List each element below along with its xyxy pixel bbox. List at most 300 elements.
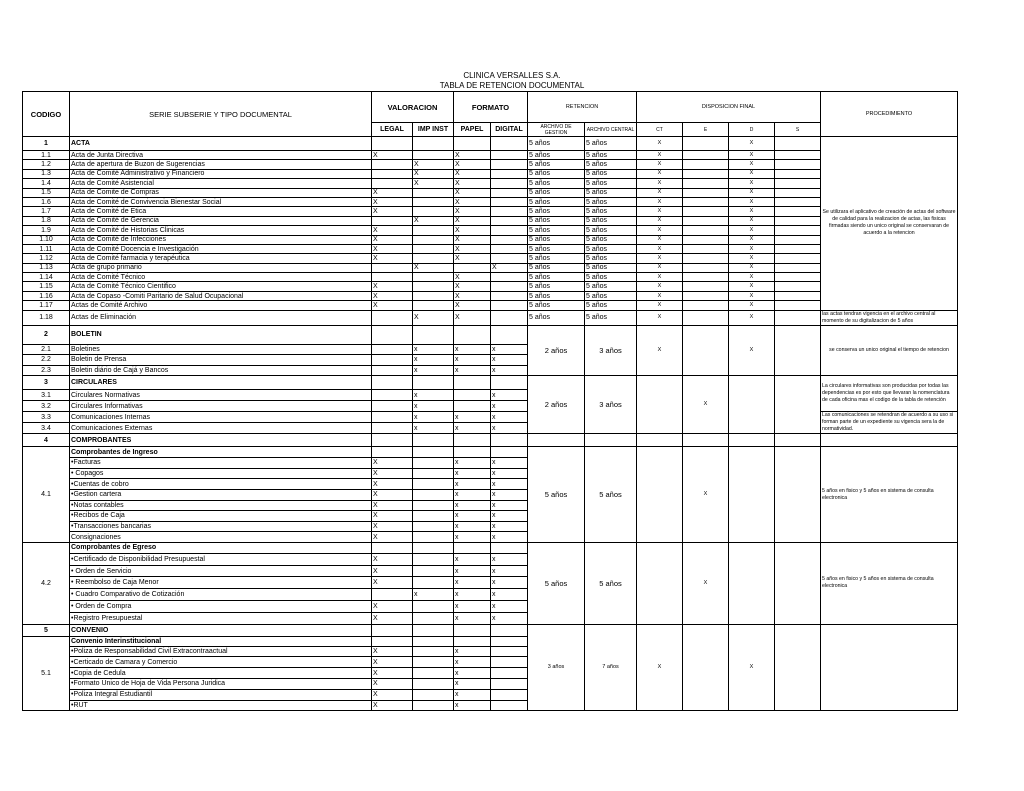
- row-code: 1.1: [23, 151, 70, 160]
- document-type: •Poliza de Responsabilidad Civil Extracontraactual: [70, 646, 372, 657]
- papel-cell: x: [454, 423, 491, 434]
- header-disposicion: DISPOSICION FINAL: [637, 92, 821, 123]
- table-row: [23, 263, 958, 272]
- digital-cell: [491, 646, 528, 657]
- digital-cell: x: [491, 468, 528, 479]
- ct-cell: X: [637, 244, 683, 253]
- document-type: •Registro Presupuestal: [70, 612, 372, 624]
- procedure-note: se conserva un unico original el tiempo de retencion: [821, 325, 958, 376]
- header-s: S: [775, 123, 821, 137]
- header-formato: FORMATO: [454, 92, 528, 123]
- row-code: 2: [23, 325, 70, 344]
- imp-inst-cell: [413, 668, 454, 679]
- e-cell: [683, 291, 729, 300]
- papel-cell: x: [454, 553, 491, 565]
- imp-inst-cell: [413, 511, 454, 522]
- papel-cell: x: [454, 468, 491, 479]
- archivo-gestion-cell: 5 años: [528, 179, 585, 188]
- header-valoracion: VALORACION: [372, 92, 454, 123]
- d-cell: X: [729, 160, 775, 169]
- document-title: TABLA DE RETENCION DOCUMENTAL: [439, 81, 585, 90]
- header-ct: CT: [637, 123, 683, 137]
- papel-cell: x: [454, 511, 491, 522]
- digital-cell: [491, 668, 528, 679]
- row-code: 1.2: [23, 160, 70, 169]
- e-cell: X: [683, 376, 729, 434]
- papel-cell: [454, 263, 491, 272]
- digital-cell: x: [491, 355, 528, 366]
- document-type: • Cuadro Comparativo de Cotización: [70, 589, 372, 601]
- legal-cell: X: [372, 577, 413, 589]
- imp-inst-cell: x: [413, 365, 454, 376]
- imp-inst-cell: [413, 577, 454, 589]
- d-cell: X: [729, 137, 775, 151]
- papel-cell: x: [454, 521, 491, 532]
- papel-cell: [454, 401, 491, 412]
- papel-cell: [454, 542, 491, 553]
- archivo-gestion-cell: 5 años: [528, 263, 585, 272]
- archivo-central-cell: 5 años: [585, 169, 637, 178]
- papel-cell: X: [454, 226, 491, 235]
- imp-inst-cell: [413, 137, 454, 151]
- imp-inst-cell: [413, 500, 454, 511]
- legal-cell: [372, 273, 413, 282]
- e-cell: [683, 179, 729, 188]
- row-code: 1.10: [23, 235, 70, 244]
- s-cell: [775, 624, 821, 711]
- digital-cell: x: [491, 344, 528, 355]
- papel-cell: x: [454, 365, 491, 376]
- d-cell: X: [729, 624, 775, 711]
- e-cell: X: [683, 447, 729, 543]
- legal-cell: X: [372, 565, 413, 577]
- legal-cell: X: [372, 668, 413, 679]
- e-cell: [683, 151, 729, 160]
- document-type: Consignaciones: [70, 532, 372, 543]
- document-type: Acta de Comité Técnico Cientifico: [70, 282, 372, 291]
- imp-inst-cell: [413, 468, 454, 479]
- digital-cell: [491, 376, 528, 390]
- imp-inst-cell: [413, 636, 454, 646]
- company-name: CLINICA VERSALLES S.A.: [463, 71, 561, 80]
- legal-cell: X: [372, 235, 413, 244]
- s-cell: [775, 216, 821, 225]
- imp-inst-cell: [413, 624, 454, 636]
- papel-cell: x: [454, 412, 491, 423]
- table-row: [23, 169, 958, 178]
- legal-cell: [372, 447, 413, 458]
- digital-cell: x: [491, 521, 528, 532]
- digital-cell: [491, 188, 528, 197]
- imp-inst-cell: [413, 489, 454, 500]
- imp-inst-cell: [413, 244, 454, 253]
- d-cell: X: [729, 325, 775, 376]
- digital-cell: [491, 216, 528, 225]
- legal-cell: [372, 365, 413, 376]
- papel-cell: [454, 325, 491, 344]
- header-legal: LEGAL: [372, 123, 413, 137]
- header-procedimiento: PROCEDIMIENTO: [821, 92, 958, 137]
- row-code: 1.17: [23, 301, 70, 310]
- row-code: 4: [23, 434, 70, 447]
- row-code: 1.14: [23, 273, 70, 282]
- e-cell: [683, 197, 729, 206]
- e-cell: [683, 282, 729, 291]
- digital-cell: [491, 151, 528, 160]
- d-cell: X: [729, 235, 775, 244]
- digital-cell: [491, 282, 528, 291]
- digital-cell: x: [491, 565, 528, 577]
- legal-cell: X: [372, 689, 413, 700]
- imp-inst-cell: x: [413, 390, 454, 401]
- imp-inst-cell: [413, 532, 454, 543]
- digital-cell: [491, 179, 528, 188]
- d-cell: X: [729, 282, 775, 291]
- legal-cell: [372, 542, 413, 553]
- archivo-gestion-cell: 5 años: [528, 216, 585, 225]
- s-cell: [775, 207, 821, 216]
- ct-cell: [637, 542, 683, 624]
- header-e: E: [683, 123, 729, 137]
- legal-cell: [372, 325, 413, 344]
- legal-cell: X: [372, 553, 413, 565]
- digital-cell: [491, 207, 528, 216]
- ct-cell: X: [637, 179, 683, 188]
- series-name: CIRCULARES: [70, 376, 372, 390]
- digital-cell: x: [491, 577, 528, 589]
- row-code: 1.9: [23, 226, 70, 235]
- document-type: Acta de apertura de Buzon de Sugerencias: [70, 160, 372, 169]
- imp-inst-cell: x: [413, 423, 454, 434]
- digital-cell: [491, 244, 528, 253]
- papel-cell: X: [454, 244, 491, 253]
- row-code: 2.1: [23, 344, 70, 355]
- table-row: [23, 151, 958, 160]
- digital-cell: [491, 636, 528, 646]
- imp-inst-cell: [413, 553, 454, 565]
- ct-cell: [637, 376, 683, 434]
- s-cell: [775, 188, 821, 197]
- imp-inst-cell: [413, 282, 454, 291]
- papel-cell: [454, 624, 491, 636]
- digital-cell: [491, 160, 528, 169]
- legal-cell: X: [372, 291, 413, 300]
- legal-cell: X: [372, 489, 413, 500]
- papel-cell: X: [454, 291, 491, 300]
- table-row: [23, 244, 958, 253]
- s-cell: [775, 137, 821, 151]
- papel-cell: x: [454, 458, 491, 469]
- table-row: [23, 273, 958, 282]
- e-cell: [683, 216, 729, 225]
- archivo-central-cell: 5 años: [585, 542, 637, 624]
- digital-cell: x: [491, 423, 528, 434]
- document-type: Acta de Comité Docencia e Investigación: [70, 244, 372, 253]
- digital-cell: x: [491, 601, 528, 613]
- s-cell: [775, 263, 821, 272]
- table-row: [23, 216, 958, 225]
- row-code: 1.13: [23, 263, 70, 272]
- legal-cell: [372, 589, 413, 601]
- legal-cell: [372, 423, 413, 434]
- document-type: Acta de Comité Técnico: [70, 273, 372, 282]
- archivo-gestion-cell: 5 años: [528, 291, 585, 300]
- table-row: [23, 447, 958, 458]
- legal-cell: [372, 624, 413, 636]
- archivo-central-cell: 5 años: [585, 179, 637, 188]
- table-row: [23, 197, 958, 206]
- table-cell: [637, 434, 683, 447]
- ct-cell: X: [637, 235, 683, 244]
- archivo-gestion-cell: 5 años: [528, 310, 585, 325]
- document-type: Acta de Comité de Gerencia: [70, 216, 372, 225]
- document-type: • Copagos: [70, 468, 372, 479]
- document-type: • Reembolso de Caja Menor: [70, 577, 372, 589]
- document-type: •Gestion cartera: [70, 489, 372, 500]
- e-cell: [683, 137, 729, 151]
- row-code: 3.1: [23, 390, 70, 401]
- document-type: Boletin de Prensa: [70, 355, 372, 366]
- row-code: 1.5: [23, 188, 70, 197]
- table-cell: [491, 434, 528, 447]
- document-type: Actas de Eliminación: [70, 310, 372, 325]
- papel-cell: x: [454, 344, 491, 355]
- digital-cell: x: [491, 390, 528, 401]
- legal-cell: X: [372, 500, 413, 511]
- row-code: 3.3: [23, 412, 70, 423]
- imp-inst-cell: x: [413, 355, 454, 366]
- papel-cell: x: [454, 589, 491, 601]
- table-row: [23, 254, 958, 263]
- digital-cell: x: [491, 612, 528, 624]
- table-row: [23, 188, 958, 197]
- e-cell: [683, 160, 729, 169]
- row-code: 1.11: [23, 244, 70, 253]
- digital-cell: [491, 700, 528, 711]
- row-code: 1.12: [23, 254, 70, 263]
- document-type: • Orden de Compra: [70, 601, 372, 613]
- table-cell: [413, 434, 454, 447]
- table-cell: [454, 434, 491, 447]
- header-serie: SERIE SUBSERIE Y TIPO DOCUMENTAL: [70, 92, 372, 137]
- archivo-gestion-cell: 5 años: [528, 244, 585, 253]
- document-type: Circulares Informativas: [70, 401, 372, 412]
- imp-inst-cell: x: [413, 344, 454, 355]
- document-type: Acta de grupo primario: [70, 263, 372, 272]
- header-d: D: [729, 123, 775, 137]
- e-cell: [683, 273, 729, 282]
- archivo-central-cell: 5 años: [585, 137, 637, 151]
- d-cell: [729, 542, 775, 624]
- archivo-central-cell: 5 años: [585, 310, 637, 325]
- archivo-gestion-cell: 2 años: [528, 325, 585, 376]
- document-type: Circulares Normativas: [70, 390, 372, 401]
- papel-cell: [454, 390, 491, 401]
- legal-cell: X: [372, 521, 413, 532]
- document-type: Acta de Comité farmacia y terapéutica: [70, 254, 372, 263]
- digital-cell: [491, 254, 528, 263]
- row-code: 4.2: [23, 542, 70, 624]
- digital-cell: [491, 310, 528, 325]
- series-name: ACTA: [70, 137, 372, 151]
- s-cell: [775, 376, 821, 434]
- document-type: •RUT: [70, 700, 372, 711]
- s-cell: [775, 226, 821, 235]
- archivo-gestion-cell: 2 años: [528, 376, 585, 434]
- table-row: [23, 310, 958, 325]
- papel-cell: [454, 636, 491, 646]
- imp-inst-cell: [413, 679, 454, 690]
- legal-cell: [372, 169, 413, 178]
- header-archivo-central: ARCHIVO CENTRAL: [585, 123, 637, 137]
- digital-cell: x: [491, 479, 528, 490]
- s-cell: [775, 254, 821, 263]
- table-row: [23, 226, 958, 235]
- papel-cell: [454, 376, 491, 390]
- document-type: • Orden de Servicio: [70, 565, 372, 577]
- imp-inst-cell: x: [413, 401, 454, 412]
- imp-inst-cell: [413, 689, 454, 700]
- legal-cell: X: [372, 188, 413, 197]
- papel-cell: X: [454, 169, 491, 178]
- legal-cell: [372, 376, 413, 390]
- archivo-central-cell: 5 años: [585, 216, 637, 225]
- imp-inst-cell: [413, 273, 454, 282]
- document-type: •Transacciones bancarias: [70, 521, 372, 532]
- legal-cell: X: [372, 612, 413, 624]
- imp-inst-cell: [413, 657, 454, 668]
- imp-inst-cell: [413, 254, 454, 263]
- imp-inst-cell: [413, 226, 454, 235]
- row-code: 4.1: [23, 447, 70, 543]
- table-cell: [775, 434, 821, 447]
- digital-cell: X: [491, 263, 528, 272]
- document-type: Acta de Comite de Compras: [70, 188, 372, 197]
- legal-cell: [372, 160, 413, 169]
- document-type: Acta de Comité de Infecciones: [70, 235, 372, 244]
- e-cell: [683, 310, 729, 325]
- archivo-gestion-cell: 5 años: [528, 254, 585, 263]
- imp-inst-cell: [413, 376, 454, 390]
- imp-inst-cell: [413, 291, 454, 300]
- imp-inst-cell: X: [413, 169, 454, 178]
- table-row: [23, 325, 958, 344]
- legal-cell: X: [372, 301, 413, 310]
- papel-cell: x: [454, 479, 491, 490]
- digital-cell: x: [491, 489, 528, 500]
- ct-cell: [637, 447, 683, 543]
- s-cell: [775, 282, 821, 291]
- e-cell: [683, 301, 729, 310]
- digital-cell: [491, 689, 528, 700]
- subseries-title: Convenio Interinstitucional: [70, 636, 372, 646]
- ct-cell: X: [637, 254, 683, 263]
- papel-cell: X: [454, 273, 491, 282]
- header-imp-inst: IMP INST: [413, 123, 454, 137]
- d-cell: [729, 376, 775, 434]
- ct-cell: X: [637, 301, 683, 310]
- e-cell: [683, 235, 729, 244]
- papel-cell: x: [454, 700, 491, 711]
- imp-inst-cell: [413, 565, 454, 577]
- e-cell: [683, 188, 729, 197]
- document-type: Acta de Comité Administrativo y Financiero: [70, 169, 372, 178]
- ct-cell: X: [637, 197, 683, 206]
- legal-cell: [372, 216, 413, 225]
- digital-cell: [491, 226, 528, 235]
- s-cell: [775, 273, 821, 282]
- imp-inst-cell: [413, 151, 454, 160]
- papel-cell: x: [454, 601, 491, 613]
- archivo-central-cell: 5 años: [585, 301, 637, 310]
- papel-cell: X: [454, 207, 491, 216]
- document-type: Comunicaciones Externas: [70, 423, 372, 434]
- procedure-note: 5 años en fisico y 5 años en sistema de consulta electronica: [821, 447, 958, 543]
- legal-cell: [372, 179, 413, 188]
- archivo-central-cell: 5 años: [585, 188, 637, 197]
- digital-cell: [491, 235, 528, 244]
- ct-cell: X: [637, 169, 683, 178]
- digital-cell: [491, 137, 528, 151]
- table-row: [23, 179, 958, 188]
- row-code: 1: [23, 137, 70, 151]
- imp-inst-cell: X: [413, 263, 454, 272]
- table-row: [23, 291, 958, 300]
- e-cell: [683, 263, 729, 272]
- papel-cell: X: [454, 160, 491, 169]
- procedure-note: las actas tendran vigencia en el archivo central al momento de su digitalizacion de 5 años: [821, 310, 958, 325]
- ct-cell: X: [637, 188, 683, 197]
- procedure-note: Se utilizara el aplicativo de creación de actas del software de calidad para la realizacion de actas, las fisicas firmadas siendo un unico original se conservaran de acuerdo a la retencion: [821, 137, 958, 311]
- table-cell: [372, 434, 413, 447]
- table-cell: [683, 434, 729, 447]
- papel-cell: X: [454, 151, 491, 160]
- digital-cell: [491, 291, 528, 300]
- imp-inst-cell: [413, 458, 454, 469]
- papel-cell: X: [454, 188, 491, 197]
- archivo-central-cell: 5 años: [585, 235, 637, 244]
- d-cell: X: [729, 216, 775, 225]
- ct-cell: X: [637, 216, 683, 225]
- legal-cell: X: [372, 679, 413, 690]
- s-cell: [775, 244, 821, 253]
- legal-cell: X: [372, 244, 413, 253]
- legal-cell: X: [372, 151, 413, 160]
- archivo-central-cell: 3 años: [585, 325, 637, 376]
- table-cell: [585, 434, 637, 447]
- d-cell: X: [729, 188, 775, 197]
- digital-cell: [491, 447, 528, 458]
- imp-inst-cell: [413, 542, 454, 553]
- ct-cell: X: [637, 226, 683, 235]
- document-type: •Formato Unico de Hoja de Vida Persona Juridica: [70, 679, 372, 690]
- archivo-central-cell: 5 años: [585, 273, 637, 282]
- s-cell: [775, 160, 821, 169]
- table-row: [23, 207, 958, 216]
- archivo-gestion-cell: 5 años: [528, 160, 585, 169]
- archivo-gestion-cell: 5 años: [528, 301, 585, 310]
- imp-inst-cell: [413, 646, 454, 657]
- s-cell: [775, 325, 821, 376]
- row-code: 5: [23, 624, 70, 636]
- archivo-gestion-cell: 5 años: [528, 137, 585, 151]
- archivo-central-cell: 3 años: [585, 376, 637, 434]
- s-cell: [775, 151, 821, 160]
- archivo-central-cell: 5 años: [585, 447, 637, 543]
- document-type: •Notas contables: [70, 500, 372, 511]
- document-type: •Cuentas de cobro: [70, 479, 372, 490]
- imp-inst-cell: [413, 447, 454, 458]
